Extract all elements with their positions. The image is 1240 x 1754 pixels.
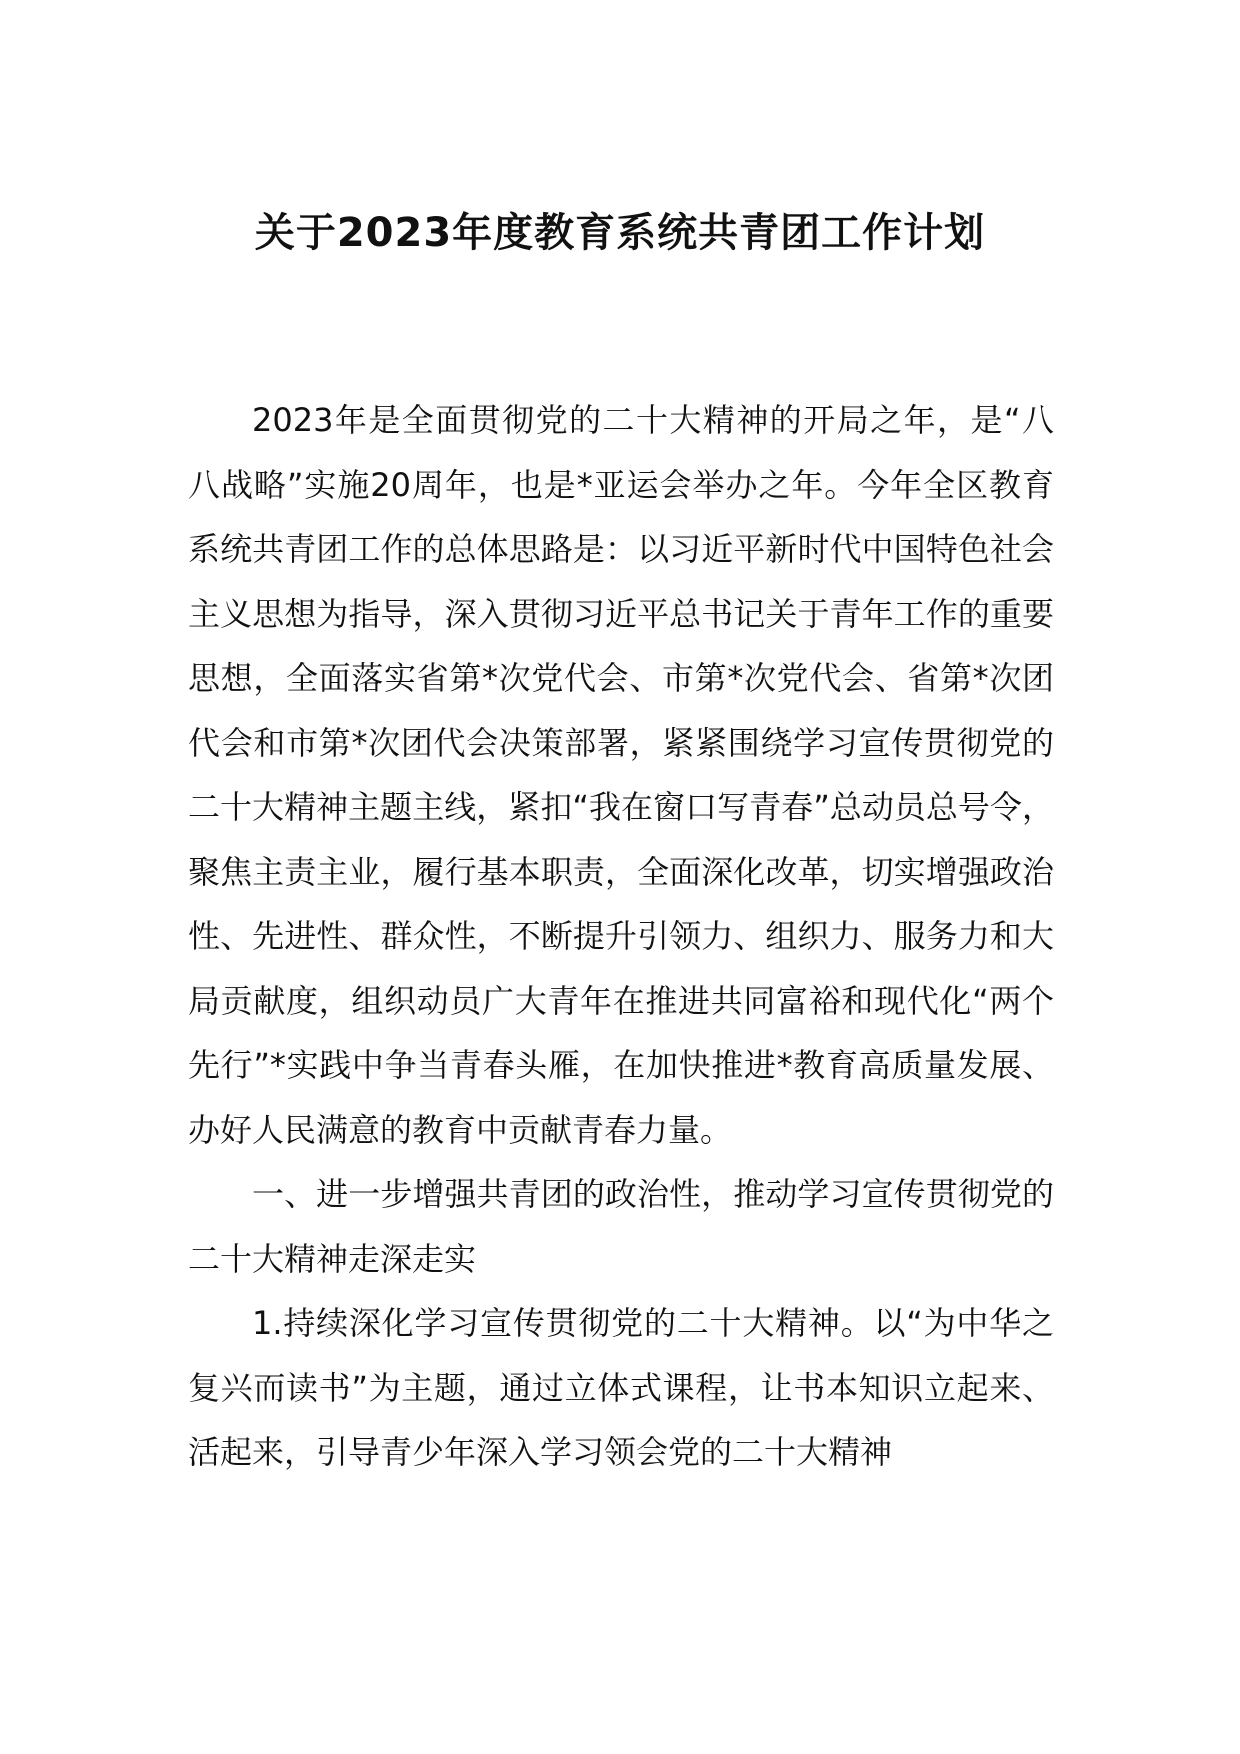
intro-paragraph: 2023年是全面贯彻党的二十大精神的开局之年，是“八八战略”实施20周年，也是*亚运会举办之年。今年全区教育系统共青团工作的总体思路是：以习近平新时代中国特色社会主义思想为指导，深入贯彻习近平总书记关于青年工作的重要思想，全面落实省第*次党代会、市第*次党代会、省第*次团代会和市第*次团代会决策部署，紧紧围绕学习宣传贯彻党的二十大精神主题主线，紧扣“我在窗口写青春”总动员总号令，聚焦主责主业，履行基本职责，全面深化改革，切实增强政治性、先进性、群众性，不断提升引领力、组织力、服务力和大局贡献度，组织动员广大青年在推进共同富裕和现代化“两个先行”*实践中争当青春头雁，在加快推进*教育高质量发展、办好人民满意的教育中贡献青春力量。	[188, 401, 1054, 1149]
item-paragraph-1: 1.持续深化学习宣传贯彻党的二十大精神。以“为中华之复兴而读书”为主题，通过立体式课程，让书本知识立起来、活起来，引导青少年深入学习领会党的二十大精神	[188, 1304, 1054, 1471]
document-body	[188, 388, 1054, 1485]
document-title: 关于2023年度教育系统共青团工作计划	[254, 210, 986, 256]
section-heading-1: 一、进一步增强共青团的政治性，推动学习宣传贯彻党的二十大精神走深走实	[188, 1175, 1054, 1278]
